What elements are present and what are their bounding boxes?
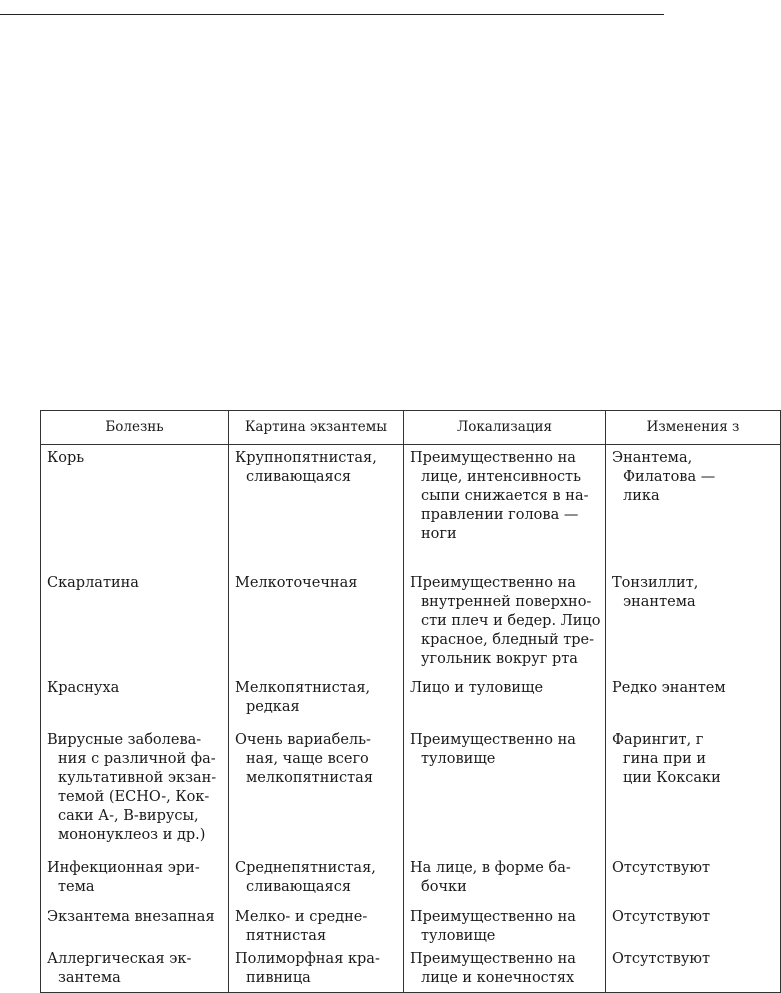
cell-text-line: Мелкоточечная (235, 574, 358, 591)
cell-text-line: бочки (421, 878, 467, 895)
cell-text-line: лице, интенсивность (421, 469, 581, 485)
table-row (41, 946, 781, 993)
header-disease: Болезнь (41, 411, 229, 445)
cell-text-line: редкая (246, 698, 300, 715)
cell-text-line: Отсутствуют (612, 950, 711, 967)
cell-changes (606, 570, 781, 675)
cell-location (404, 570, 606, 675)
cell-text-line: внутренней поверхно- (421, 593, 592, 610)
cell-picture (229, 570, 404, 675)
cell-text-line: Среднепятнистая, (235, 859, 376, 876)
cell-text-line: пятнистая (246, 927, 327, 944)
table-row (41, 727, 781, 855)
cell-text-line: Тонзиллит, (612, 574, 699, 591)
cell-disease (41, 445, 229, 570)
cell-text-line: Филатова — (623, 469, 716, 485)
cell-text-line: ции Коксаки (623, 769, 721, 786)
cell-text-line: На лице, в форме ба- (410, 859, 571, 876)
table-container (40, 410, 740, 990)
table-row (41, 675, 781, 727)
top-rule (0, 14, 664, 15)
cell-text-line: сыпи снижается в на- (421, 488, 589, 504)
cell-text-line: Преимущественно на (410, 574, 576, 591)
cell-text-line: Вирусные заболева- (47, 731, 202, 748)
cell-text-line: пивница (246, 969, 311, 986)
cell-changes (606, 904, 781, 946)
cell-disease (41, 727, 229, 855)
table-row (41, 855, 781, 904)
cell-text-line: Преимущественно на (410, 908, 576, 925)
cell-location (404, 727, 606, 855)
cell-text-line: туловище (421, 927, 496, 944)
header-location: Локализация (404, 411, 606, 445)
cell-text-line: мононуклеоз и др.) (58, 826, 206, 843)
cell-text-line: угольник вокруг рта (421, 650, 578, 667)
cell-changes (606, 727, 781, 855)
cell-text-line: сти плеч и бедер. Лицо (421, 612, 601, 629)
cell-text-line: сливающаяся (246, 469, 351, 485)
cell-text-line: ноги (421, 526, 457, 542)
cell-changes (606, 855, 781, 904)
cell-text-line: Аллергическая эк- (47, 950, 192, 967)
cell-text-line: Преимущественно на (410, 950, 576, 967)
cell-text-line: туловище (421, 750, 496, 767)
cell-text-line: лице и конечностях (421, 969, 575, 986)
cell-location (404, 855, 606, 904)
cell-text-line: Полиморфная кра- (235, 950, 380, 967)
cell-picture (229, 675, 404, 727)
cell-text-line: Инфекционная эри- (47, 859, 200, 876)
cell-disease (41, 855, 229, 904)
cell-location (404, 904, 606, 946)
cell-location (404, 675, 606, 727)
cell-text-line: Лицо и туловище (410, 679, 544, 696)
cell-text-line: Преимущественно на (410, 731, 576, 748)
cell-text-line: Очень вариабель- (235, 731, 371, 748)
cell-disease (41, 675, 229, 727)
cell-changes (606, 445, 781, 570)
cell-text-line: Крупнопятнистая, (235, 450, 377, 466)
cell-text-line: Мелко- и средне- (235, 908, 368, 925)
cell-text-line: ная, чаще всего (246, 750, 369, 767)
cell-text-line: энантема (623, 593, 696, 610)
cell-text-line: Краснуха (47, 679, 120, 696)
cell-text-line: Энантема, (612, 450, 693, 466)
cell-text-line: темой (ECHO-, Кок- (58, 788, 210, 805)
cell-text-line: Экзантема внезапная (47, 908, 215, 925)
cell-location (404, 946, 606, 993)
cell-picture (229, 946, 404, 993)
cell-text-line: Корь (47, 450, 85, 466)
cell-text-line: Мелкопятнистая, (235, 679, 371, 696)
table-header-row (41, 411, 781, 445)
header-picture: Картина экзантемы (229, 411, 404, 445)
cell-text-line: тема (58, 878, 95, 895)
cell-text-line: гина при и (623, 750, 707, 767)
cell-text-line: Редко энантем (612, 679, 726, 696)
cell-changes (606, 946, 781, 993)
table-row (41, 570, 781, 675)
cell-text-line: сливающаяся (246, 878, 351, 895)
cell-picture (229, 855, 404, 904)
header-changes: Изменения з (606, 411, 781, 445)
cell-picture (229, 445, 404, 570)
cell-picture (229, 727, 404, 855)
cell-disease (41, 904, 229, 946)
cell-picture (229, 904, 404, 946)
cell-text-line: Преимущественно на (410, 450, 576, 466)
table-row (41, 904, 781, 946)
exanthema-table (40, 410, 781, 993)
table-row (41, 445, 781, 570)
cell-text-line: Отсутствуют (612, 859, 711, 876)
cell-changes (606, 675, 781, 727)
cell-text-line: Фарингит, г (612, 731, 704, 748)
cell-text-line: культативной экзан- (58, 769, 217, 786)
cell-text-line: Отсутствуют (612, 908, 711, 925)
cell-text-line: зантема (58, 969, 121, 986)
cell-text-line: мелкопятнистая (246, 769, 373, 786)
cell-text-line: ния с различной фа- (58, 750, 216, 767)
cell-text-line: правлении голова — (421, 507, 579, 523)
cell-disease (41, 570, 229, 675)
cell-text-line: Скарлатина (47, 574, 139, 591)
cell-text-line: саки А-, В-вирусы, (58, 807, 199, 824)
cell-text-line: лика (623, 488, 660, 504)
cell-disease (41, 946, 229, 993)
cell-text-line: красное, бледный тре- (421, 631, 595, 648)
cell-location (404, 445, 606, 570)
